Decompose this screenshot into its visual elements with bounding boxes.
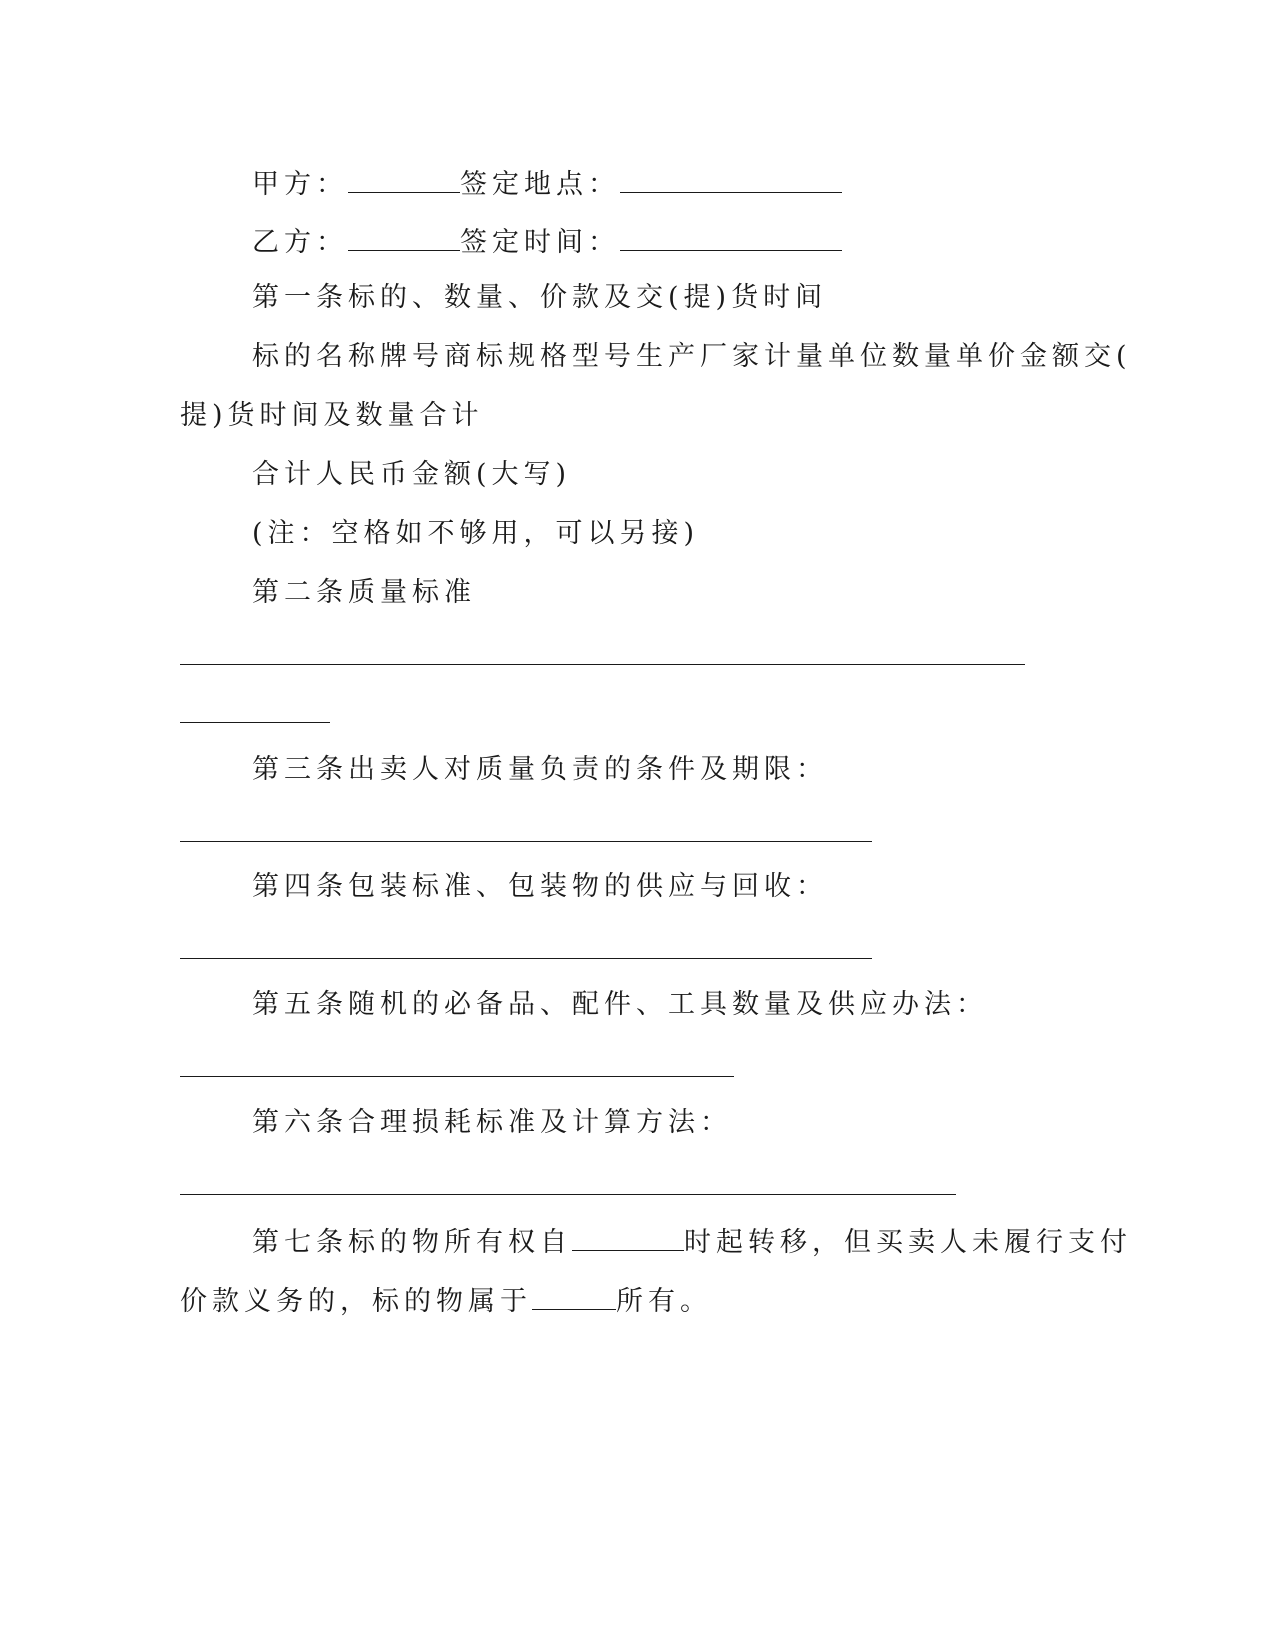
party-a-blank <box>348 168 460 193</box>
article-2-fill-line-2 <box>180 722 330 723</box>
sign-time-label: 签定时间： <box>460 227 620 258</box>
party-a-label: 甲方： <box>252 169 348 200</box>
article-1-title: 第一条标的、数量、价款及交(提)货时间 <box>252 282 828 313</box>
article-1-note: (注：空格如不够用，可以另接) <box>252 518 700 549</box>
article-3-title: 第三条出卖人对质量负责的条件及期限： <box>252 754 828 785</box>
sign-time-blank <box>620 226 842 251</box>
article-1-columns-line-2: 提)货时间及数量合计 <box>180 400 484 431</box>
ownership-holder-blank <box>532 1285 616 1310</box>
article-5-title: 第五条随机的必备品、配件、工具数量及供应办法： <box>252 989 988 1020</box>
article-6-title: 第六条合理损耗标准及计算方法： <box>252 1107 732 1138</box>
article-4-title: 第四条包装标准、包装物的供应与回收： <box>252 871 828 902</box>
article-7-line-2 <box>180 1285 712 1315</box>
article-3-fill-line <box>180 841 872 842</box>
party-b-blank <box>348 226 460 251</box>
article-7-text-3: 价款义务的，标的物属于 <box>180 1286 532 1317</box>
article-7-text-4: 所有。 <box>616 1286 712 1317</box>
party-b-label: 乙方： <box>252 227 348 258</box>
article-1-total-label: 合计人民币金额(大写) <box>252 459 572 490</box>
party-b-row <box>252 226 842 256</box>
article-5-fill-line <box>180 1076 734 1077</box>
article-2-fill-line-1 <box>180 664 1025 665</box>
article-7-text-2: 时起转移，但买卖人未履行支付 <box>684 1227 1132 1258</box>
article-4-fill-line <box>180 958 872 959</box>
sign-place-label: 签定地点： <box>460 169 620 200</box>
article-2-title: 第二条质量标准 <box>252 577 476 608</box>
article-7-text-1: 第七条标的物所有权自 <box>252 1227 572 1258</box>
article-1-columns-line-1: 标的名称牌号商标规格型号生产厂家计量单位数量单价金额交( <box>252 341 1132 372</box>
article-7-line-1 <box>252 1226 1132 1256</box>
ownership-transfer-blank <box>572 1226 684 1251</box>
sign-place-blank <box>620 168 842 193</box>
article-6-fill-line <box>180 1194 956 1195</box>
party-a-row <box>252 168 842 198</box>
